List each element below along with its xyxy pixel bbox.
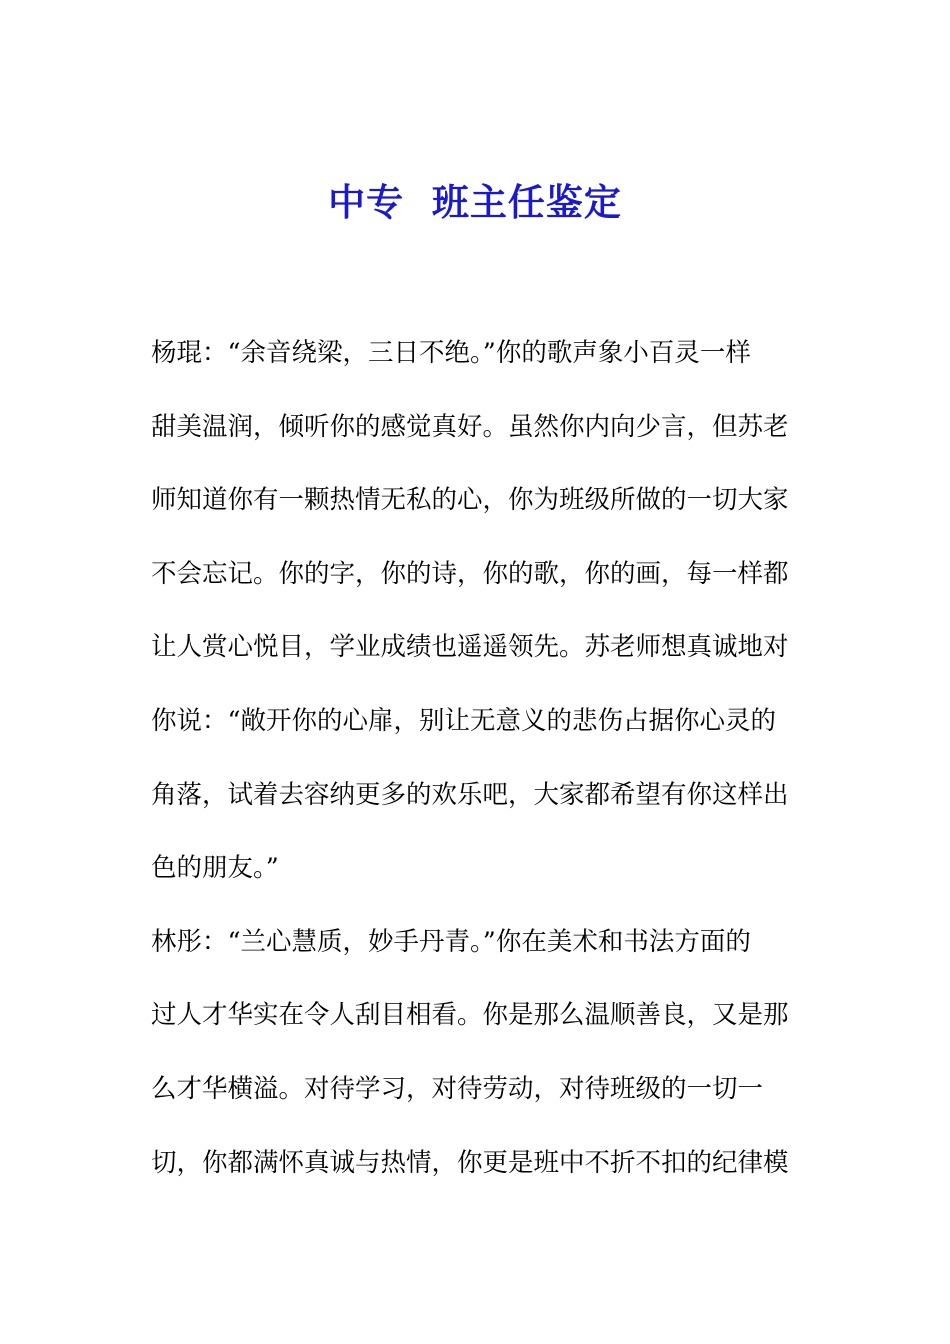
body-line: 杨琨：“余音绕梁，三日不绝。”你的歌声象小百灵一样 (151, 338, 751, 368)
body-line: 师知道你有一颗热情无私的心，你为班级所做的一切大家 (151, 485, 789, 516)
body-line: 角落，试着去容纳更多的欢乐吧，大家都希望有你这样出 (151, 779, 789, 810)
body-line: 林彤：“兰心慧质，妙手丹青。”你在美术和书法方面的 (151, 926, 751, 957)
body-line: 不会忘记。你的字，你的诗，你的歌，你的画，每一样都 (151, 558, 789, 589)
body-line: 你说：“敞开你的心扉，别让无意义的悲伤占据你心灵的 (151, 705, 777, 736)
body-line: 让人赏心悦目，学业成绩也遥遥领先。苏老师想真诚地对 (151, 632, 789, 663)
body-line: 甜美温润，倾听你的感觉真好。虽然你内向少言，但苏老 (151, 411, 789, 442)
body-line: 过人才华实在令人刮目相看。你是那么温顺善良，又是那 (151, 1000, 789, 1031)
body-line: 色的朋友。” (151, 853, 279, 884)
document-title: 中专 班主任鉴定 (328, 181, 622, 224)
document-body (151, 330, 791, 1213)
body-line: 切，你都满怀真诚与热情，你更是班中不折不扣的纪律模 (151, 1147, 789, 1178)
body-line: 么才华横溢。对待学习，对待劳动，对待班级的一切一 (151, 1073, 764, 1104)
